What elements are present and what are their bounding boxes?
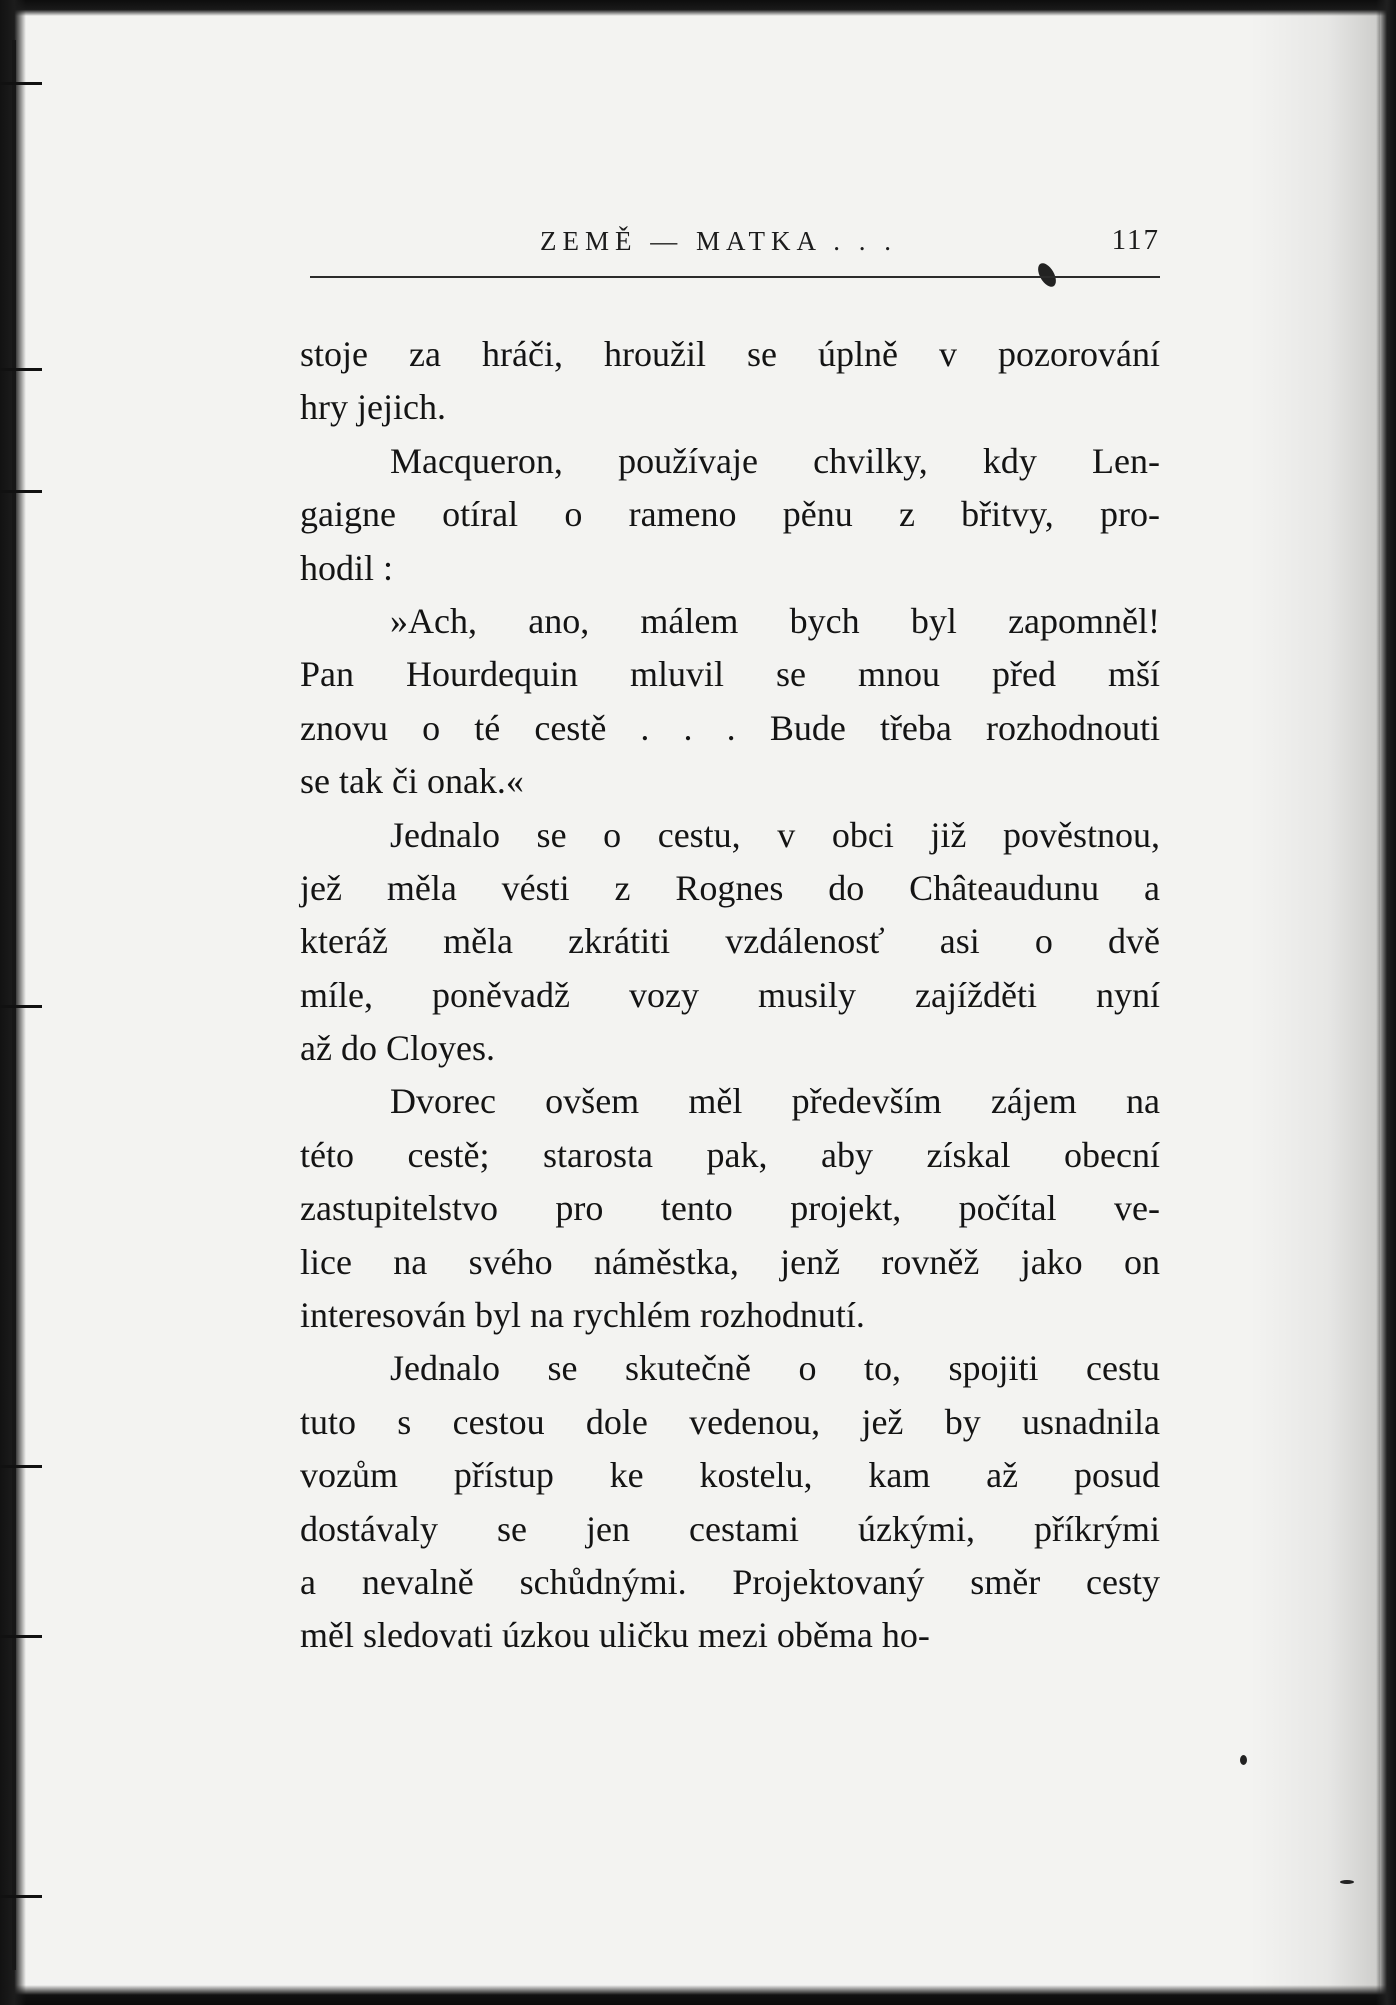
text-line: lice na svého náměstka, jenž rovněž jako on [300, 1241, 1160, 1282]
text-line: této cestě; starosta pak, aby získal obecní [300, 1134, 1160, 1175]
text-line: vozům přístup ke kostelu, kam až posud [300, 1455, 1160, 1496]
text-line: a nevalně schůdnými. Projektovaný směr cesty [300, 1561, 1160, 1602]
binding-stitch-mark [0, 1635, 42, 1638]
paragraph [300, 1342, 1160, 1662]
ink-speck [1340, 1880, 1354, 1884]
header-rule [310, 276, 1160, 278]
text-line: Dvorec ovšem měl především zájem na [390, 1081, 1160, 1122]
paragraph [300, 1075, 1160, 1342]
text-line: stoje za hráči, hroužil se úplně v pozorování [300, 334, 1160, 374]
body-text [300, 328, 1160, 1663]
text-line: Pan Hourdequin mluvil se mnou před mší [300, 654, 1160, 695]
text-line: gaigne otíral o rameno pěnu z břitvy, pro- [300, 494, 1160, 535]
text-line: Macqueron, používaje chvilky, kdy Len- [390, 440, 1160, 481]
binding-stitch-mark [0, 1005, 42, 1008]
text-line: se tak či onak.« [300, 761, 524, 802]
text-line: jež měla vésti z Rognes do Châteaudunu a [300, 867, 1160, 908]
text-line: dostávaly se jen cestami úzkými, příkrými [300, 1508, 1160, 1549]
page-curl-shadow [1250, 0, 1380, 2005]
text-line: hry jejich. [300, 387, 446, 428]
text-line: interesován byl na rychlém rozhodnutí. [300, 1295, 865, 1336]
text-line: tuto s cestou dole vedenou, jež by usnadnila [300, 1401, 1160, 1442]
scan-border-bottom [0, 1985, 1396, 2005]
binding-stitch-mark [0, 368, 42, 371]
text-line: hodil : [300, 547, 394, 588]
binding-stitch-mark [0, 1465, 42, 1468]
text-line: Jednalo se o cestu, v obci již pověstnou, [390, 814, 1160, 855]
binding-stitch-mark [0, 1895, 42, 1898]
text-line: měl sledovati úzkou uličku mezi oběma ho- [300, 1615, 930, 1656]
scan-border-right [1376, 0, 1396, 2005]
running-header [300, 222, 1160, 266]
binding-stitch-mark [0, 82, 42, 85]
text-line: Jednalo se skutečně o to, spojiti cestu [390, 1348, 1160, 1389]
text-line: »Ach, ano, málem bych byl zapomněl! [390, 600, 1160, 641]
scan-border-top [0, 0, 1396, 16]
text-line: až do Cloyes. [300, 1028, 495, 1069]
text-line: znovu o té cestě . . . Bude třeba rozhodnouti [300, 707, 1160, 748]
paragraph [300, 809, 1160, 1076]
ink-speck [1240, 1755, 1247, 1765]
text-line: zastupitelstvo pro tento projekt, počítal ve- [300, 1188, 1160, 1229]
paragraph [300, 435, 1160, 595]
paragraph [300, 595, 1160, 809]
text-line: míle, poněvadž vozy musily zajížděti nyní [300, 974, 1160, 1015]
paragraph [300, 328, 1160, 435]
page-number: 117 [1111, 224, 1160, 256]
text-line: kteráž měla zkrátiti vzdálenosť asi o dvě [300, 921, 1160, 962]
running-title: ZEMĚ — MATKA . . . [540, 226, 897, 256]
binding-stitch-mark [0, 490, 42, 493]
